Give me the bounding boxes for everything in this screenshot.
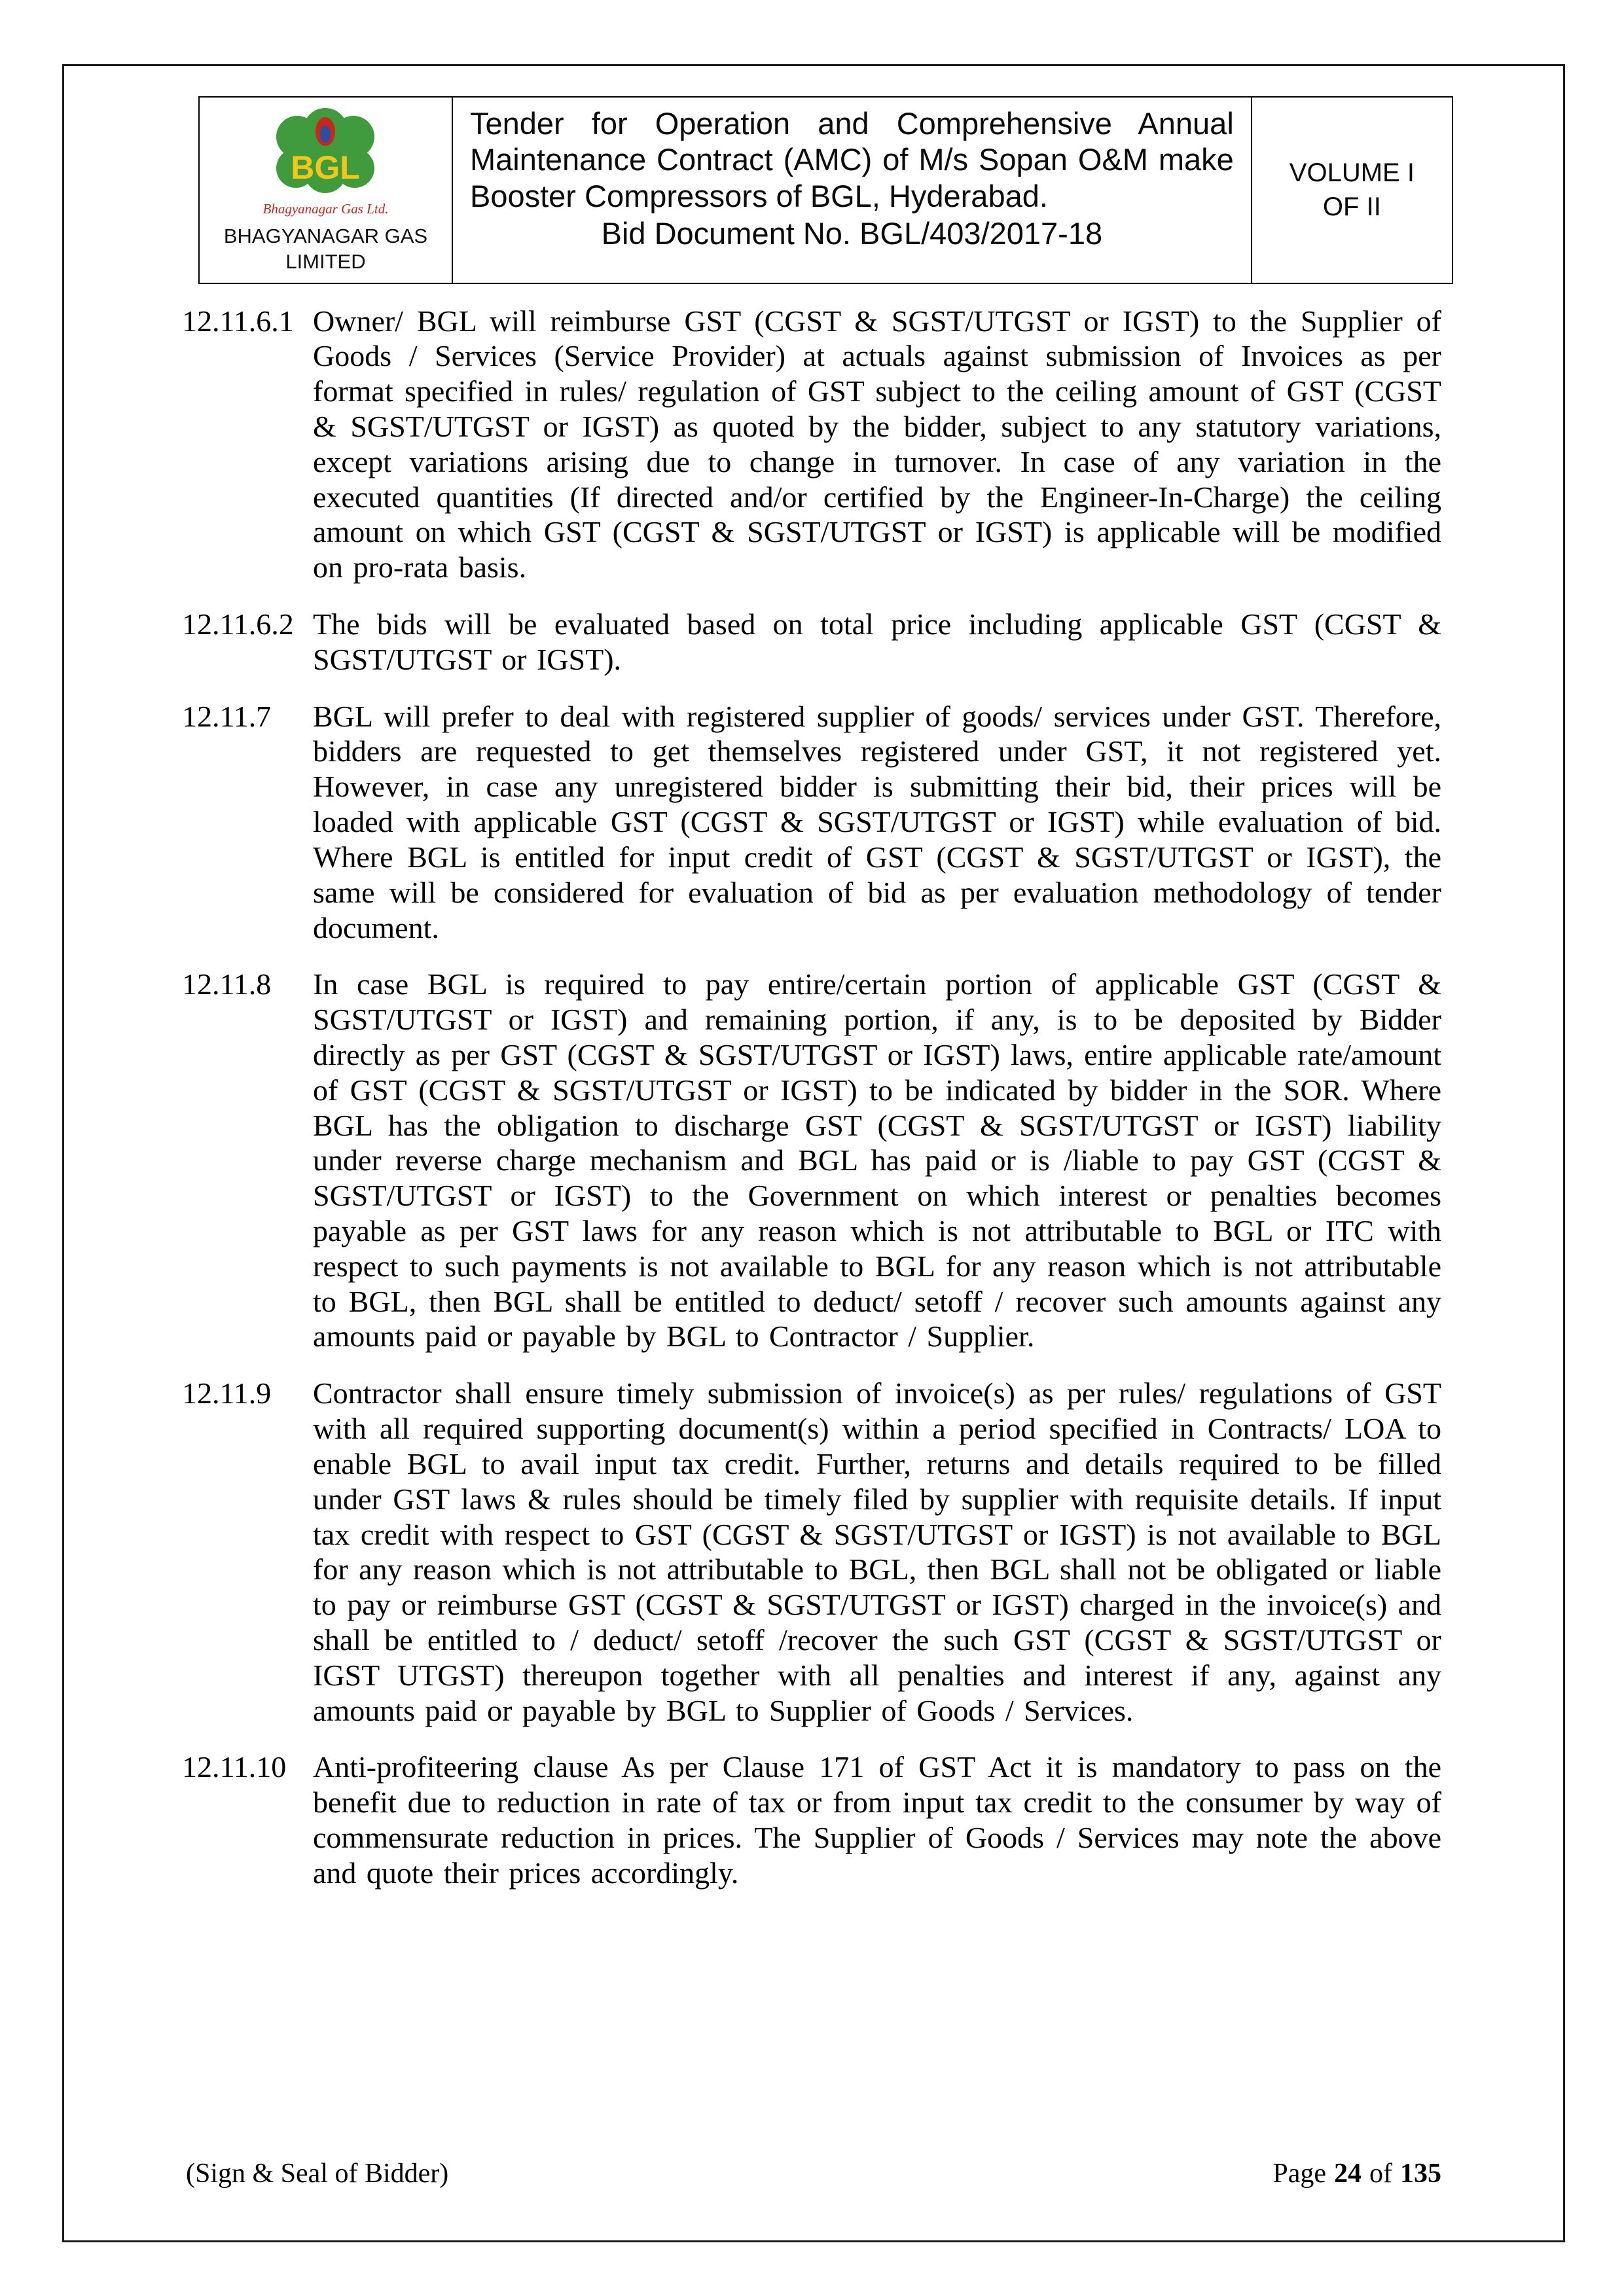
clause-text: BGL will prefer to deal with registered supplier of goods/ services under GST. Therefore, bidders are requested to get themselves registered under GST, it not registered yet. However, in case any unregistered bidder is submitting their bid, their prices will be loaded with applicable GST (CGST & SGST/UTGST or IGST) while evaluation of bid. Where BGL is entitled for input credit of GST (CGST & SGST/UTGST or IGST), the same will be considered for evaluation of bid as per evaluation methodology of tender document. (313, 699, 1441, 944)
clause-number: 12.11.10 (182, 1750, 287, 1784)
clause-12-11-6-2 (182, 607, 1441, 677)
clause-number: 12.11.6.2 (182, 607, 294, 641)
clause-text: The bids will be evaluated based on total price including applicable GST (CGST & SGST/UTGST or IGST). (313, 607, 1441, 676)
clause-12-11-9 (182, 1376, 1441, 1728)
document-header (198, 96, 1453, 284)
clause-number: 12.11.7 (182, 699, 272, 733)
page-border (62, 64, 1565, 2242)
clause-text: Owner/ BGL will reimburse GST (CGST & SGST/UTGST or IGST) to the Supplier of Goods / Services (Service Provider) at actuals against submission of Invoices as per format specified in rules/ regulation of GST subject to the ceiling amount of GST (CGST & SGST/UTGST or IGST) as quoted by the bidder, subject to any statutory variations, except variations arising due to change in turnover. In case of any variation in the executed quantities (If directed and/or certified by the Engineer-In-Charge) the ceiling amount on which GST (CGST & SGST/UTGST or IGST) is applicable will be modified on pro-rata basis. (313, 304, 1441, 584)
clause-12-11-6-1 (182, 304, 1441, 586)
tender-title: Tender for Operation and Comprehensive Annual Maintenance Contract (AMC) of M/s Sopan O&M make Booster Compressors of BGL, Hyderabad. (469, 106, 1234, 213)
document-body (64, 284, 1563, 1891)
logo-cell (200, 98, 453, 283)
volume-line1: VOLUME I (1289, 158, 1415, 188)
clause-number: 12.11.9 (182, 1376, 272, 1410)
clause-12-11-7 (182, 699, 1441, 946)
page-word: Page (1272, 2159, 1326, 2189)
current-page-number: 24 (1334, 2159, 1362, 2189)
of-word: of (1369, 2159, 1392, 2189)
clause-12-11-10 (182, 1749, 1441, 1890)
bgl-logo-icon (250, 105, 401, 204)
volume-cell (1252, 98, 1452, 283)
clause-12-11-8 (182, 967, 1441, 1354)
org-name: BHAGYANAGAR GAS LIMITED (223, 224, 428, 273)
document-footer (186, 2158, 1441, 2189)
clause-text: In case BGL is required to pay entire/certain portion of applicable GST (CGST & SGST/UTGST or IGST) and remaining portion, if any, is to be deposited by Bidder directly as per GST (CGST & SGST/UTGST or IGST) laws, entire applicable rate/amount of GST (CGST & SGST/UTGST or IGST) to be indicated by bidder in the SOR. Where BGL has the obligation to discharge GST (CGST & SGST/UTGST or IGST) liability under reverse charge mechanism and BGL has paid or is /liable to pay GST (CGST & SGST/UTGST or IGST) to the Government on which interest or penalties becomes payable as per GST laws for any reason which is not attributable to BGL or ITC with respect to such payments is not available to BGL for any reason which is not attributable to BGL, then BGL shall be entitled to deduct/ setoff / recover such amounts against any amounts paid or payable by BGL to Contractor / Supplier. (313, 967, 1441, 1354)
page-number-indicator (1272, 2158, 1441, 2189)
bid-document-number: Bid Document No. BGL/403/2017-18 (601, 216, 1103, 251)
volume-line2: OF II (1322, 192, 1381, 222)
logo-subtext: Bhagyanagar Gas Ltd. (262, 201, 389, 217)
clause-number: 12.11.8 (182, 967, 272, 1001)
sign-seal-label: (Sign & Seal of Bidder) (186, 2159, 449, 2189)
total-page-number: 135 (1400, 2159, 1441, 2189)
title-cell (453, 98, 1252, 283)
clause-text: Anti-profiteering clause As per Clause 171 of GST Act it is mandatory to pass on the benefit due to reduction in rate of tax or from input tax credit to the consumer by way of commensurate reduction in prices. The Supplier of Goods / Services may note the above and quote their prices accordingly. (313, 1750, 1441, 1890)
logo-text: BGL (291, 149, 361, 186)
clause-number: 12.11.6.1 (182, 304, 294, 338)
clause-text: Contractor shall ensure timely submission of invoice(s) as per rules/ regulations of GST with all required supporting document(s) within a period specified in Contracts/ LOA to enable BGL to avail input tax credit. Further, returns and details required to be filled under GST laws & rules should be timely filed by supplier with requisite details. If input tax credit with respect to GST (CGST & SGST/UTGST or IGST) is not available to BGL for any reason which is not attributable to BGL, then BGL shall not be obligated or liable to pay or reimburse GST (CGST & SGST/UTGST or IGST) charged in the invoice(s) and shall be entitled to / deduct/ setoff /recover the such GST (CGST & SGST/UTGST or IGST UTGST) thereupon together with all penalties and interest if any, against any amounts paid or payable by BGL to Supplier of Goods / Services. (313, 1376, 1441, 1727)
